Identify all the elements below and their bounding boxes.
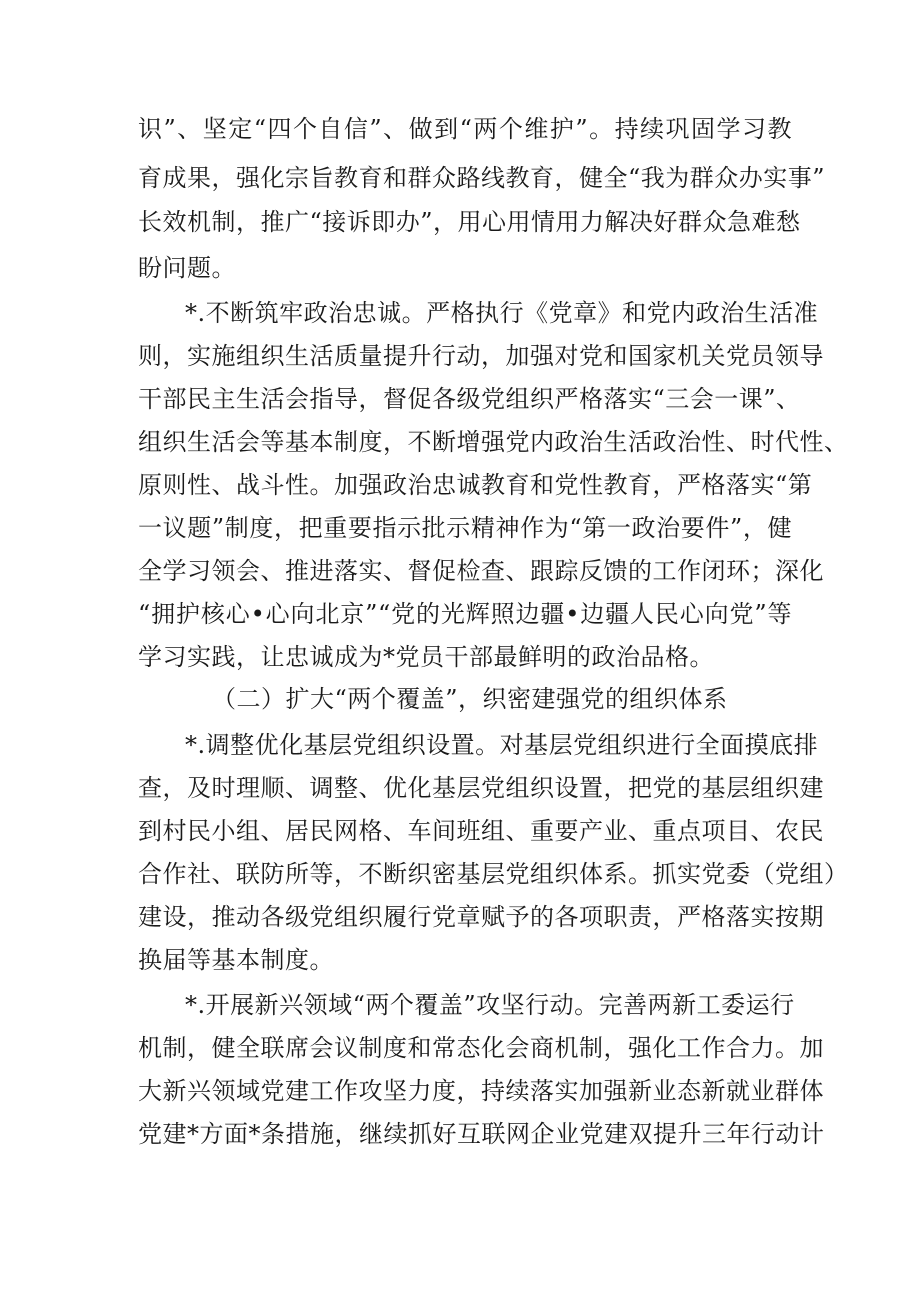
text-line: *.不断筑牢政治忠诚。严格执行《党章》和党内政治生活准 [185,299,819,327]
text-line: 一议题”制度，把重要指示批示精神作为“第一政治要件”，健 [138,514,792,542]
text-line: 组织生活会等基本制度，不断增强党内政治生活政治性、时代性、 [138,428,849,456]
text-line: 识”、坚定“四个自信”、做到“两个维护”。持续巩固学习教 [138,115,792,143]
text-line: 到村民小组、居民网格、车间班组、重要产业、重点项目、农民 [138,817,824,845]
section-heading: （二）扩大“两个覆盖”，织密建强党的组织体系 [212,685,728,713]
text-line: *.调整优化基层党组织设置。对基层党组织进行全面摸底排 [185,731,819,759]
text-line: 全学习领会、推进落实、督促检查、跟踪反馈的工作闭环；深化 [138,557,824,585]
text-line: *.开展新兴领域“两个覆盖”攻坚行动。完善两新工委运行 [185,991,795,1019]
text-line: 学习实践，让忠诚成为*党员干部最鲜明的政治品格。 [138,643,714,671]
text-line: “拥护核心•心向北京”“党的光辉照边疆•边疆人民心向党”等 [138,600,792,628]
text-line: 育成果，强化宗旨教育和群众路线教育，健全“我为群众办实事” [138,164,826,192]
text-line: 合作社、联防所等，不断织密基层党组织体系。抓实党委（党组） [138,860,849,888]
text-line: 党建*方面*条措施，继续抓好互联网企业党建双提升三年行动计 [138,1120,825,1148]
text-line: 机制，健全联席会议制度和常态化会商机制，强化工作合力。加 [138,1034,824,1062]
text-line: 大新兴领域党建工作攻坚力度，持续落实加强新业态新就业群体 [138,1077,824,1105]
text-line: 长效机制，推广“接诉即办”，用心用情用力解决好群众急难愁 [138,208,801,236]
text-line: 干部民主生活会指导，督促各级党组织严格落实“三会一课”、 [138,385,801,413]
text-line: 原则性、战斗性。加强政治忠诚教育和党性教育，严格落实“第 [138,471,813,499]
text-line: 建设，推动各级党组织履行党章赋予的各项职责，严格落实按期 [138,903,824,931]
text-line: 换届等基本制度。 [138,946,334,974]
text-line: 查，及时理顺、调整、优化基层党组织设置，把党的基层组织建 [138,774,824,802]
text-line: 盼问题。 [138,254,236,282]
text-line: 则，实施组织生活质量提升行动，加强对党和国家机关党员领导 [138,342,824,370]
